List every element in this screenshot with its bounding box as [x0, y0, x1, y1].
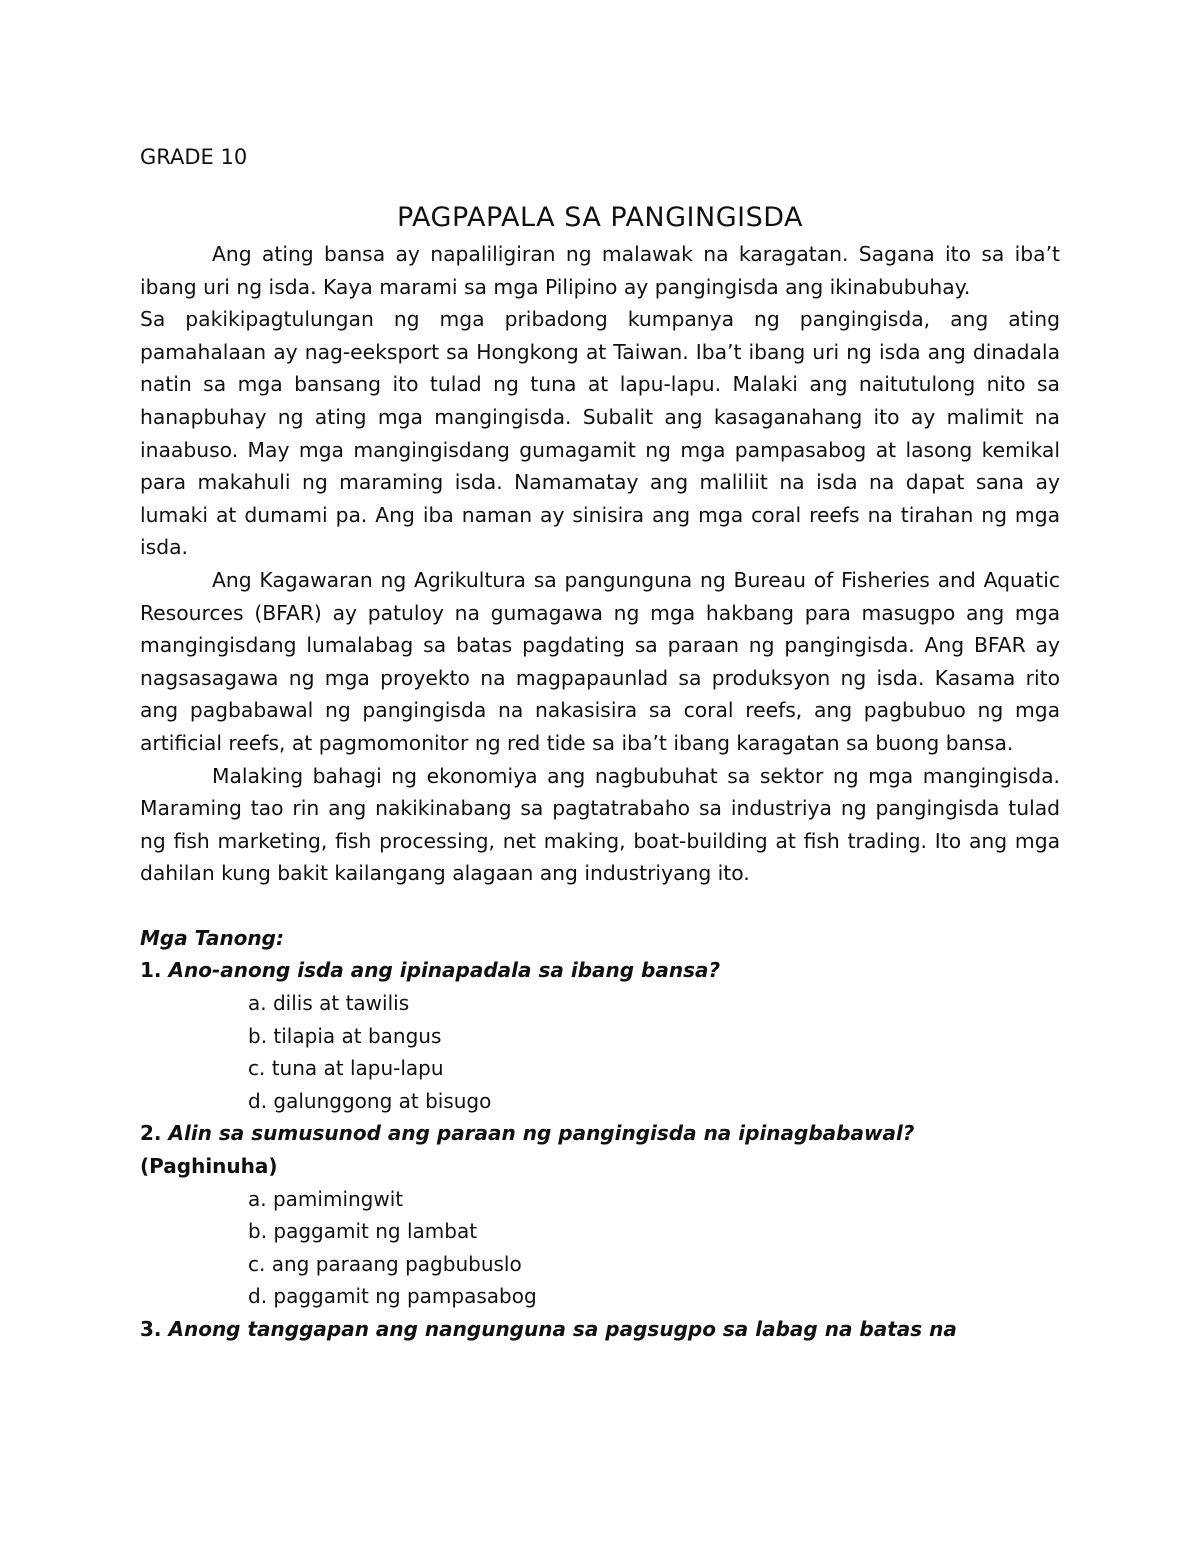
- paragraph-4: Malaking bahagi ng ekonomiya ang nagbubuhat sa sektor ng mga mangingisda. Maraming tao rin ang nakikinabang sa pagtatrabaho sa industriya ng pangingisda tulad ng fish marketing, fish processing, net making, boat-building at fish trading. Ito ang mga dahilan kung bakit kailangang alagaan ang industriyang ito.: [140, 763, 1060, 886]
- grade-label: GRADE 10: [140, 145, 248, 169]
- question-number: 2.: [140, 1121, 162, 1146]
- document-page: [140, 140, 1060, 1346]
- question-2-skill-note: (Paghinuha): [140, 1154, 278, 1179]
- page-title: PAGPAPALA SA PANGINGISDA: [396, 202, 804, 233]
- paragraph-1: Ang ating bansa ay napaliligiran ng malawak na karagatan. Sagana ito sa iba’t ibang uri ng isda. Kaya marami sa mga Pilipino ay pangingisda ang ikinabubuhay.: [140, 242, 1060, 299]
- question-number: 1.: [140, 958, 162, 983]
- option-b: b. paggamit ng lambat: [248, 1219, 478, 1244]
- question-1-prompt: [140, 954, 1060, 987]
- question-text: Ano-anong isda ang ipinapadala sa ibang bansa?: [168, 958, 721, 983]
- question-2: [140, 1117, 1060, 1313]
- question-1: [140, 954, 1060, 1117]
- paragraph-2: Sa pakikipagtulungan ng mga pribadong kumpanya ng pangingisda, ang ating pamahalaan ay nag-eeksport sa Hongkong at Taiwan. Iba’t ibang uri ng isda ang dinadala natin sa mga bansang ito tulad ng tuna at lapu-lapu. Malaki ang naitutulong nito sa hanapbuhay ng ating mga mangingisda. Subalit ang kasaganahang ito ay malimit na inaabuso. May mga mangingisdang gumagamit ng mga pampasabog at lasong kemikal para makahuli ng maraming isda. Namamatay ang maliliit na isda na dapat sana ay lumaki at dumami pa. Ang iba naman ay sinisira ang mga coral reefs na tirahan ng mga isda.: [140, 307, 1060, 560]
- question-2-options: [140, 1183, 1060, 1313]
- questions-section: [140, 922, 1060, 1346]
- option-a: a. dilis at tawilis: [248, 991, 410, 1016]
- question-text: Anong tanggapan ang nangunguna sa pagsugpo sa labag na batas na: [168, 1317, 957, 1341]
- questions-heading: Mga Tanong:: [140, 925, 284, 950]
- option-c: c. tuna at lapu-lapu: [248, 1056, 444, 1081]
- question-3-prompt: [140, 1313, 1060, 1346]
- question-3: [140, 1313, 1060, 1346]
- question-number: 3.: [140, 1317, 162, 1341]
- option-d: d. paggamit ng pampasabog: [248, 1284, 537, 1309]
- option-d: d. galunggong at bisugo: [248, 1088, 492, 1113]
- option-a: a. pamimingwit: [248, 1186, 404, 1211]
- question-2-prompt: [140, 1117, 1060, 1150]
- question-text: Alin sa sumusunod ang paraan ng pangingisda na ipinagbabawal?: [168, 1121, 915, 1146]
- option-c: c. ang paraang pagbubuslo: [248, 1251, 522, 1276]
- question-1-options: [140, 987, 1060, 1117]
- option-b: b. tilapia at bangus: [248, 1023, 442, 1048]
- paragraph-3: Ang Kagawaran ng Agrikultura sa pangunguna ng Bureau of Fisheries and Aquatic Resources (BFAR) ay patuloy na gumagawa ng mga hakbang para masugpo ang mga mangingisdang lumalabag sa batas pagdating sa paraan ng pangingisda. Ang BFAR ay nagsasagawa ng mga proyekto na magpapaunlad sa produksyon ng isda. Kasama rito ang pagbabawal ng pangingisda na nakasisira sa coral reefs, ang pagbubuo ng mga artificial reefs, at pagmomonitor ng red tide sa iba’t ibang karagatan sa buong bansa.: [140, 567, 1060, 755]
